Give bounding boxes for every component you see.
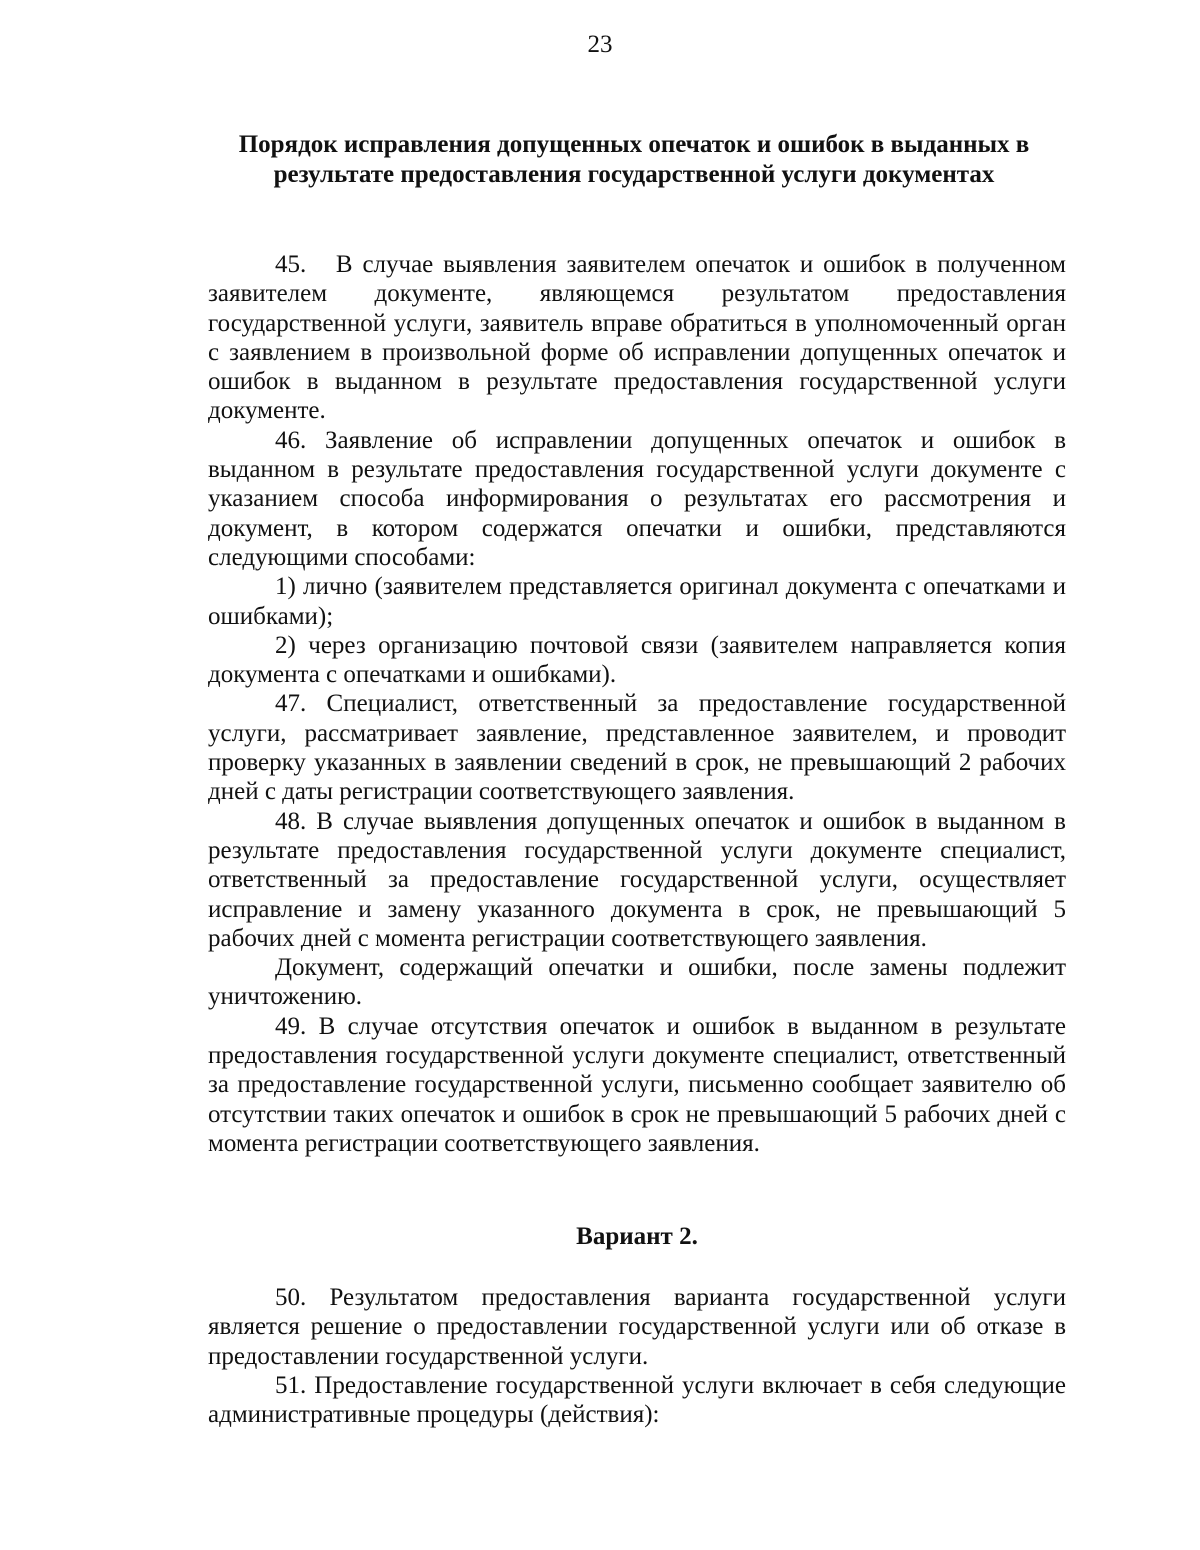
paragraph-46: 46. Заявление об исправлении допущенных опечаток и ошибок в выданном в результате предоставления государственной услуги документе с указанием способа информирования о результатах его рассмотрения и документ, в котором содержатся опечатки и ошибки, представляются следующими способами:	[208, 426, 1066, 571]
list-item-2: 2) через организацию почтовой связи (заявителем направляется копия документа с опечатками и ошибками).	[208, 631, 1066, 689]
section-title: Порядок исправления допущенных опечаток и ошибок в выданных в результате предоставления государственной услуги документах	[238, 131, 1030, 188]
variant-title: Вариант 2.	[576, 1223, 698, 1250]
paragraph-49: 49. В случае отсутствия опечаток и ошибок в выданном в результате предоставления государственной услуги документе специалист, ответственный за предоставление государственной услуги, письменно сообщает заявителю об отсутствии таких опечаток и ошибок в срок не превышающий 5 рабочих дней с момента регистрации соответствующего заявления.	[208, 1012, 1066, 1157]
paragraph-48-note: Документ, содержащий опечатки и ошибки, после замены подлежит уничтожению.	[208, 954, 1066, 1011]
page-number: 23	[587, 31, 613, 58]
paragraph-47: 47. Специалист, ответственный за предоставление государственной услуги, рассматривает заявление, представленное заявителем, и проводит проверку указанных в заявлении сведений в срок, не превышающий 2 рабочих дней с даты регистрации соответствующего заявления.	[208, 690, 1066, 806]
paragraph-48: 48. В случае выявления допущенных опечаток и ошибок в выданном в результате предоставления государственной услуги документе специалист, ответственный за предоставление государственной услуги, осуществляет исправление и замену указанного документа в срок, не превышающий 5 рабочих дней с момента регистрации соответствующего заявления.	[208, 807, 1066, 952]
list-item-1: 1) лично (заявителем представляется оригинал документа с опечатками и ошибками);	[208, 573, 1066, 630]
variant-body	[208, 1283, 1066, 1429]
section-body	[208, 250, 1066, 1158]
paragraph-51: 51. Предоставление государственной услуги включает в себя следующие административные процедуры (действия):	[208, 1371, 1066, 1429]
paragraph-50: 50. Результатом предоставления варианта государственной услуги является решение о предоставлении государственной услуги или об отказе в предоставлении государственной услуги.	[208, 1284, 1066, 1370]
paragraph-45: 45. В случае выявления заявителем опечаток и ошибок в полученном заявителем документе, являющемся результатом предоставления государственной услуги, заявитель вправе обратиться в уполномоченный орган с заявлением в произвольной форме об исправлении допущенных опечаток и ошибок в выданном в результате предоставления государственной услуги документе.	[208, 251, 1066, 425]
